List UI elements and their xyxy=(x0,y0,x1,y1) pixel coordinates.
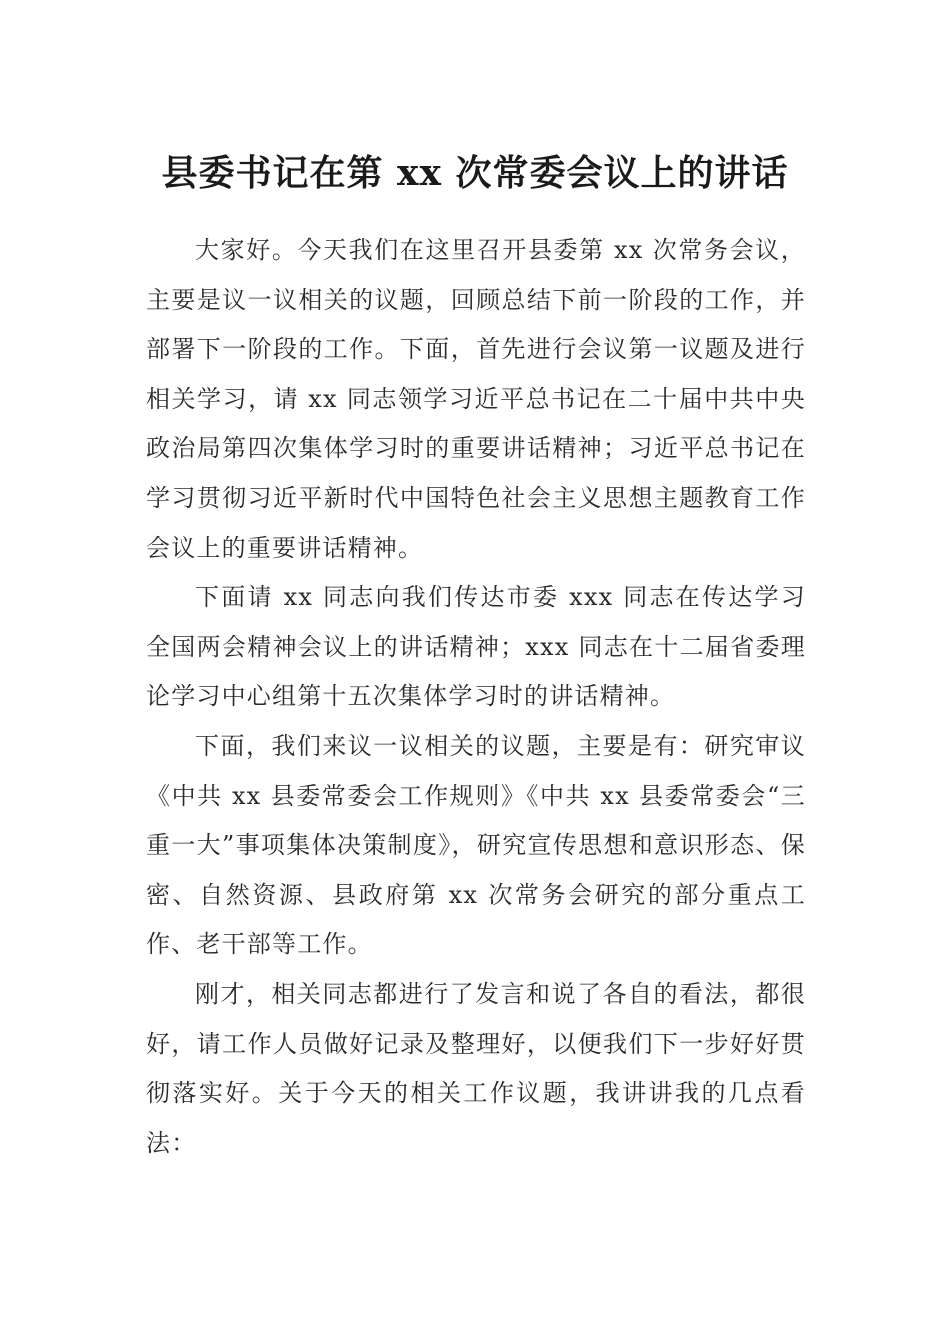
paragraph-agenda: 下面，我们来议一议相关的议题，主要是有：研究审议《中共 xx 县委常委会工作规则》《中共 xx 县委常委会“三重一大”事项集体决策制度》，研究宣传思想和意识形态、保密、自然资源、县政府第 xx 次常务会研究的部分重点工作、老干部等工作。 xyxy=(146,731,806,959)
paragraph-opening: 大家好。今天我们在这里召开县委第 xx 次常务会议，主要是议一议相关的议题，回顾总结下前一阶段的工作，并部署下一阶段的工作。下面，首先进行会议第一议题及进行相关学习，请 xx 同志领学习近平总书记在二十届中共中央政治局第四次集体学习时的重要讲话精神；习近平总书记在学习贯彻习近平新时代中国特色社会主义思想主题教育工作会议上的重要讲话精神。 xyxy=(146,236,806,562)
document-body xyxy=(146,226,806,1168)
document-title: 县委书记在第 xx 次常委会议上的讲话 xyxy=(161,152,789,194)
paragraph-relay: 下面请 xx 同志向我们传达市委 xxx 同志在传达学习全国两会精神会议上的讲话精神；xxx 同志在十二届省委理论学习中心组第十五次集体学习时的讲话精神。 xyxy=(146,583,806,711)
paragraph-remarks: 刚才，相关同志都进行了发言和说了各自的看法，都很好，请工作人员做好记录及整理好，以便我们下一步好好贯彻落实好。关于今天的相关工作议题，我讲讲我的几点看法： xyxy=(146,979,806,1157)
